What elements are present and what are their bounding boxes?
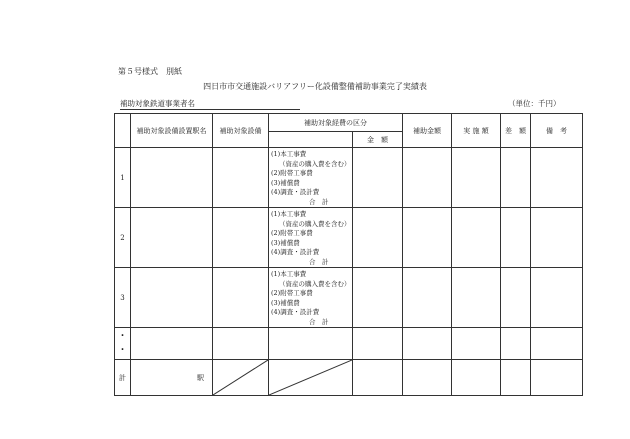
total-remarks-cell[interactable] bbox=[531, 360, 583, 396]
facility-crossed-out bbox=[213, 360, 269, 396]
remarks-cell[interactable] bbox=[531, 268, 583, 328]
cost-item-survey: (4)調査・設計費 bbox=[271, 188, 320, 196]
form-number: 第５号様式 別紙 bbox=[118, 67, 182, 76]
cost-item-compensation: (3)補償費 bbox=[271, 238, 300, 247]
cost-item-survey: (4)調査・設計費 bbox=[271, 248, 320, 256]
station-cell[interactable] bbox=[131, 208, 213, 268]
diagonal-slash bbox=[269, 360, 352, 395]
cost-items-list bbox=[269, 148, 353, 208]
subsidy-cell[interactable] bbox=[403, 148, 452, 208]
amount-cell[interactable] bbox=[353, 328, 403, 360]
facility-cell[interactable] bbox=[213, 208, 269, 268]
dot: ・ bbox=[117, 344, 128, 356]
header-difference: 差 額 bbox=[501, 114, 531, 148]
actual-cell[interactable] bbox=[452, 268, 501, 328]
cost-items-crossed-out bbox=[269, 360, 353, 396]
row-number: 2 bbox=[115, 208, 131, 268]
cost-item-compensation: (3)補償費 bbox=[271, 298, 300, 307]
cost-items-cell bbox=[269, 328, 353, 360]
amount-cell[interactable] bbox=[353, 208, 403, 268]
ellipsis-row bbox=[115, 328, 583, 360]
facility-cell[interactable] bbox=[213, 148, 269, 208]
row-number: 3 bbox=[115, 268, 131, 328]
header-blank bbox=[115, 114, 131, 148]
header-cost-items-blank bbox=[269, 132, 353, 148]
remarks-cell[interactable] bbox=[531, 328, 583, 360]
cost-item-ancillary: (2)附帯工事費 bbox=[271, 169, 313, 177]
header-subsidy: 補助金額 bbox=[403, 114, 452, 148]
remarks-cell[interactable] bbox=[531, 148, 583, 208]
station-cell[interactable] bbox=[131, 328, 213, 360]
cost-item-asset-note: （資産の購入費を含む） bbox=[279, 159, 351, 168]
header-amount: 金 額 bbox=[353, 132, 403, 148]
station-cell[interactable] bbox=[131, 268, 213, 328]
cost-item-survey: (4)調査・設計費 bbox=[271, 308, 320, 316]
actual-cell[interactable] bbox=[452, 328, 501, 360]
subsidy-cell[interactable] bbox=[403, 328, 452, 360]
facility-cell[interactable] bbox=[213, 328, 269, 360]
cost-item-construction: (1)本工事費 bbox=[271, 150, 307, 158]
header-actual: 実 施 額 bbox=[452, 114, 501, 148]
station-cell[interactable] bbox=[131, 148, 213, 208]
dot: ・ bbox=[117, 330, 128, 342]
cost-items-list bbox=[269, 208, 353, 268]
cost-item-asset-note: （資産の購入費を含む） bbox=[279, 219, 351, 228]
row-number: 1 bbox=[115, 148, 131, 208]
total-station-count bbox=[131, 360, 213, 396]
header-facility: 補助対象設備 bbox=[213, 114, 269, 148]
completion-results-table bbox=[114, 113, 583, 396]
total-actual-cell[interactable] bbox=[452, 360, 501, 396]
total-label: 計 bbox=[115, 360, 131, 396]
cost-item-ancillary: (2)附帯工事費 bbox=[271, 229, 313, 237]
difference-cell[interactable] bbox=[501, 148, 531, 208]
cost-item-asset-note: （資産の購入費を含む） bbox=[279, 279, 351, 288]
header-station: 補助対象設備設置駅名 bbox=[131, 114, 213, 148]
amount-cell[interactable] bbox=[353, 148, 403, 208]
diagonal-slash bbox=[213, 360, 268, 395]
actual-cell[interactable] bbox=[452, 208, 501, 268]
document-title: 四日市市交通施設バリアフリー化設備整備補助事業完了実績表 bbox=[203, 82, 427, 91]
cost-item-construction: (1)本工事費 bbox=[271, 270, 307, 278]
table-row bbox=[115, 208, 583, 268]
cost-item-total: 合 計 bbox=[309, 257, 329, 266]
facility-cell[interactable] bbox=[213, 268, 269, 328]
operator-label: 補助対象鉄道事業者名 bbox=[120, 99, 195, 108]
subsidy-cell[interactable] bbox=[403, 208, 452, 268]
total-subsidy-cell[interactable] bbox=[403, 360, 452, 396]
remarks-cell[interactable] bbox=[531, 208, 583, 268]
difference-cell[interactable] bbox=[501, 328, 531, 360]
difference-cell[interactable] bbox=[501, 208, 531, 268]
total-row bbox=[115, 360, 583, 396]
total-difference-cell[interactable] bbox=[501, 360, 531, 396]
unit-label: （単位：千円） bbox=[508, 99, 561, 108]
amount-cell[interactable] bbox=[353, 268, 403, 328]
cost-item-ancillary: (2)附帯工事費 bbox=[271, 289, 313, 297]
cost-item-compensation: (3)補償費 bbox=[271, 178, 300, 187]
subsidy-cell[interactable] bbox=[403, 268, 452, 328]
actual-cell[interactable] bbox=[452, 148, 501, 208]
table-row bbox=[115, 148, 583, 208]
cost-item-total: 合 計 bbox=[309, 317, 329, 326]
cost-items-list bbox=[269, 268, 353, 328]
header-remarks: 備 考 bbox=[531, 114, 583, 148]
continuation-dots bbox=[115, 328, 131, 360]
operator-name-underline bbox=[120, 109, 300, 110]
table-row bbox=[115, 268, 583, 328]
station-suffix: 駅 bbox=[197, 373, 204, 382]
header-cost-group: 補助対象経費の区分 bbox=[269, 114, 403, 132]
cost-item-construction: (1)本工事費 bbox=[271, 210, 307, 218]
difference-cell[interactable] bbox=[501, 268, 531, 328]
header-row-1 bbox=[115, 114, 583, 132]
cost-item-total: 合 計 bbox=[309, 197, 329, 206]
total-amount-cell[interactable] bbox=[353, 360, 403, 396]
